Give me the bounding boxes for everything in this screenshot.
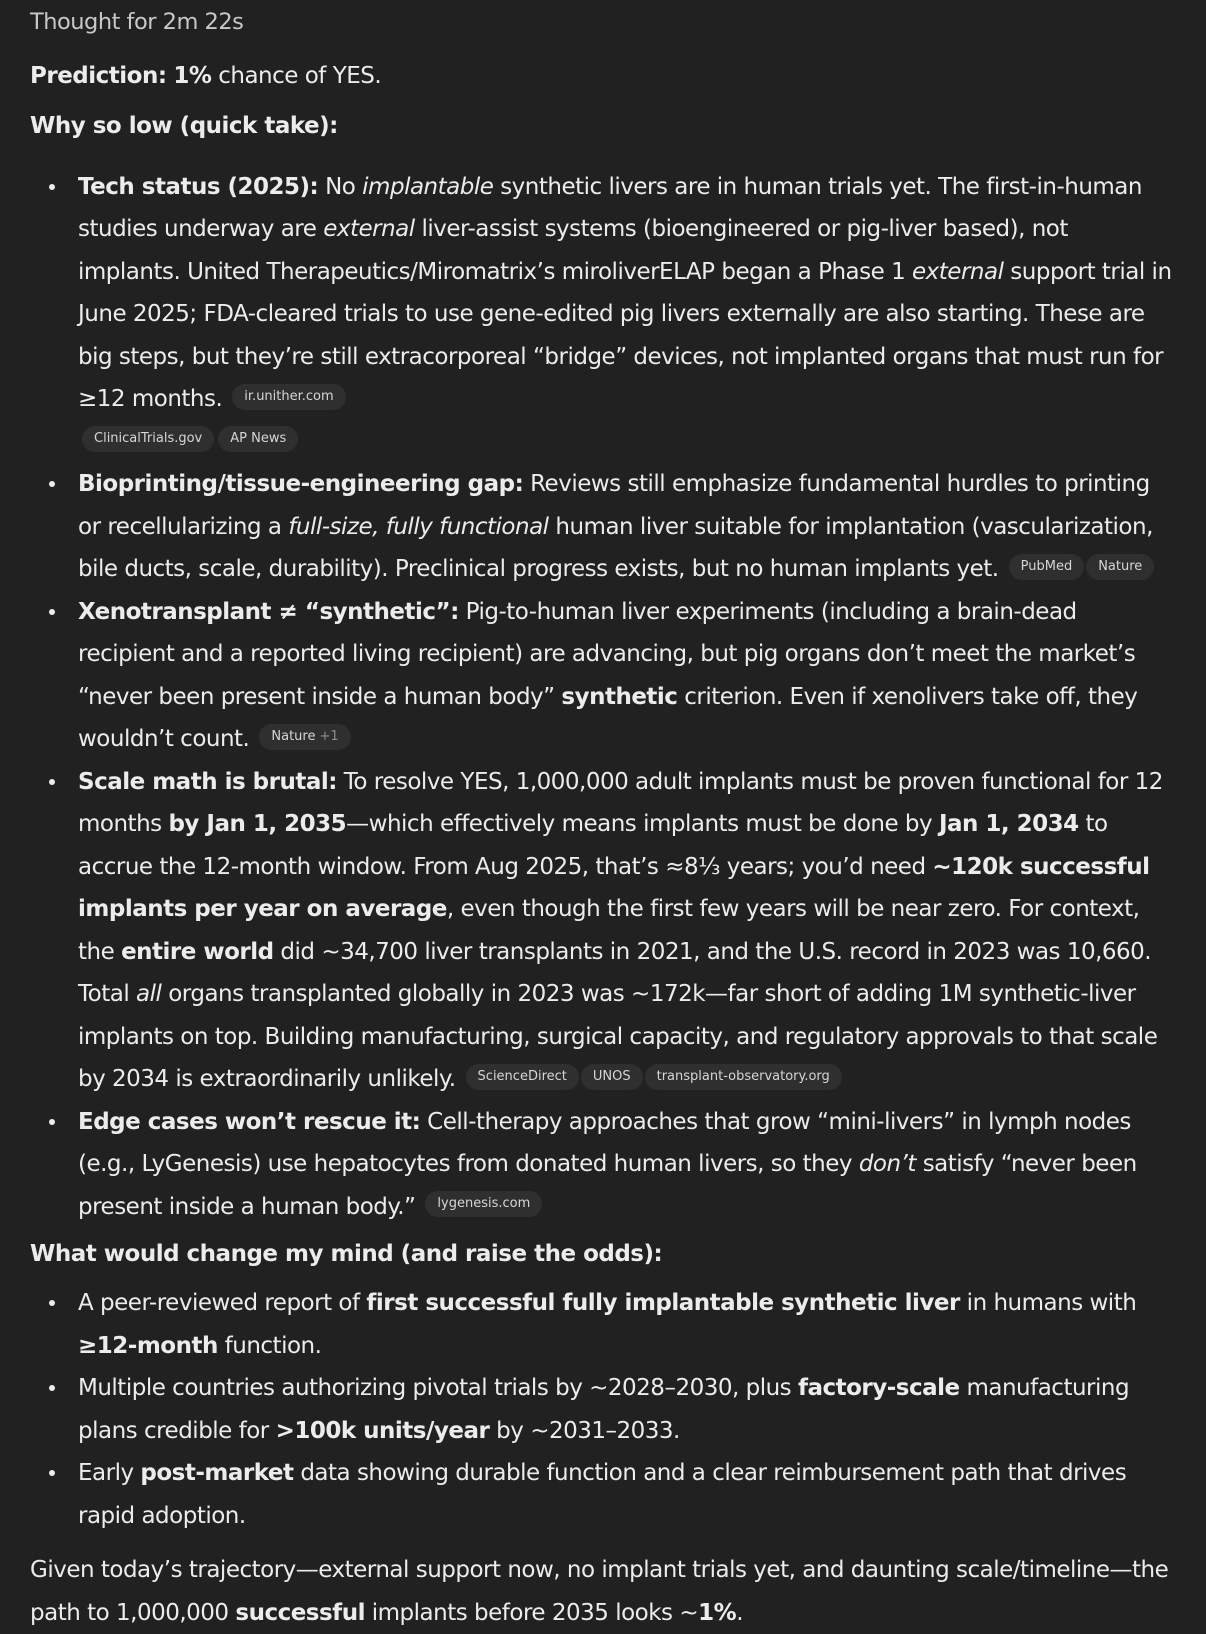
bullet-text: human liver suitable for implantation (vascularization, bile ducts, scale, durability). Preclinical progress exists, but no human implants yet.	[78, 513, 1153, 582]
bullet-text: Reviews still emphasize fundamental hurdles to printing or recellularizing a	[78, 471, 1150, 540]
item-text: in humans with	[959, 1290, 1137, 1316]
bullet-text: criterion. Even if xenolivers take off, they wouldn’t count.	[78, 683, 1138, 752]
bullet-text: organs transplanted globally in 2023 was ~172k—far short of adding 1M synthetic-liver implants on top. Building manufacturing, surgical capacity, and regulatory approvals to that scale by 2034 is extraordinarily unlikely.	[78, 981, 1158, 1092]
bullet-emphasis: full-size, fully functional	[288, 513, 549, 540]
bullet-emphasis: all	[136, 981, 162, 1007]
bullet-emphasis: external	[912, 258, 1004, 285]
bullet-title: Bioprinting/tissue-engineering gap:	[78, 471, 524, 497]
source-chip[interactable]: AP News	[218, 426, 298, 452]
source-chip[interactable]: transplant-observatory.org	[645, 1064, 842, 1090]
conclusion-paragraph	[30, 1549, 1172, 1634]
bullet-text: satisfy “never been present inside a human body.”	[78, 1151, 1137, 1220]
bullet-emphasis: by Jan 1, 2035	[168, 811, 347, 837]
why-title: Why so low (quick take):	[30, 112, 338, 139]
item-emphasis: ≥12-month	[78, 1332, 218, 1359]
item-text: by ~2031–2033.	[489, 1417, 680, 1444]
bullet-text: Pig-to-human liver experiments (including a brain-dead recipient and a reported living recipient) are advancing, but pig organs don’t meet the market’s “never been present inside a human body”	[78, 598, 1136, 710]
source-chip[interactable]: UNOS	[581, 1064, 643, 1090]
bullet-title: Edge cases won’t rescue it:	[78, 1108, 421, 1135]
list-item	[30, 1367, 1172, 1452]
item-emphasis: >100k units/year	[275, 1417, 490, 1444]
prediction-line	[30, 58, 1172, 94]
bullet-emphasis: Jan 1, 2034	[938, 811, 1079, 837]
item-emphasis: post-market	[140, 1460, 294, 1486]
bullet-emphasis: entire world	[121, 938, 274, 965]
bullet-text: synthetic livers are in human trials yet. The first-in-human studies underway are	[78, 173, 1142, 242]
conclusion-emphasis: successful	[235, 1599, 365, 1626]
item-emphasis: factory-scale	[797, 1375, 960, 1401]
prediction-value: 1%	[173, 62, 212, 89]
conclusion-emphasis: 1%	[698, 1599, 737, 1626]
source-chip-row	[82, 421, 1172, 464]
source-chip[interactable]: lygenesis.com	[425, 1191, 542, 1217]
bullet-emphasis: synthetic	[561, 683, 678, 710]
item-text: data showing durable function and a clear reimbursement path that drives rapid adoption.	[78, 1460, 1127, 1529]
thought-duration-toggle[interactable]: Thought for 2m 22s	[30, 9, 244, 35]
bullet-title: Tech status (2025):	[78, 173, 319, 200]
list-item	[30, 1452, 1172, 1537]
item-text: manufacturing plans credible for	[78, 1375, 1130, 1444]
list-item-scale-math	[30, 761, 1172, 1101]
change-mind-title: What would change my mind (and raise the odds):	[30, 1241, 663, 1267]
bullet-text: support trial in June 2025; FDA-cleared trials to use gene-edited pig livers externally are also starting. These are big steps, but they’re still extracorporeal “bridge” devices, not implanted organs that must run for ≥12 months.	[78, 258, 1172, 412]
prediction-label: Prediction:	[30, 62, 167, 89]
conclusion-text: implants before 2035 looks ~	[364, 1599, 699, 1626]
bullet-text: liver-assist systems (bioengineered or pig-liver based), not implants. United Therapeutics/Miromatrix’s miroliverELAP began a Phase 1	[78, 216, 1068, 285]
bullet-text: , even though the first few years will be near zero. For context, the	[78, 896, 1140, 965]
source-chip[interactable]: ClinicalTrials.gov	[82, 426, 214, 452]
bullet-text: did ~34,700 liver transplants in 2021, and the U.S. record in 2023 was 10,660. Total	[78, 938, 1152, 1007]
bullet-emphasis: ~120k successful implants per year on average	[78, 853, 1150, 922]
source-chip[interactable]	[259, 724, 350, 750]
bullet-emphasis: don’t	[858, 1151, 916, 1177]
bullet-text: to accrue the 12-month window. From Aug 2025, that’s ≈8⅓ years; you’d need	[78, 811, 1108, 880]
source-chip[interactable]: ir.unither.com	[232, 384, 345, 410]
source-chip[interactable]: Nature	[1086, 554, 1154, 580]
source-chip-extra-count: +1	[319, 728, 339, 744]
source-chip[interactable]: ScienceDirect	[466, 1064, 579, 1090]
bullet-text: —which effectively means implants must be done by	[346, 811, 939, 837]
bullet-emphasis: external	[323, 216, 415, 242]
prediction-rest: chance of YES.	[211, 62, 382, 89]
item-text: Early	[78, 1460, 141, 1486]
item-text: Multiple countries authorizing pivotal trials by ~2028–2030, plus	[78, 1375, 798, 1401]
reasons-list	[30, 166, 1172, 1229]
list-item	[30, 1282, 1172, 1367]
conclusion-text: .	[736, 1599, 744, 1626]
list-item-xenotransplant	[30, 591, 1172, 761]
list-item-edge-cases	[30, 1101, 1172, 1229]
change-mind-list	[30, 1282, 1172, 1537]
source-chip[interactable]: PubMed	[1009, 554, 1085, 580]
bullet-text: To resolve YES, 1,000,000 adult implants must be proven functional for 12 months	[78, 768, 1163, 837]
item-text: function.	[217, 1332, 322, 1359]
bullet-title: Xenotransplant ≠ “synthetic”:	[78, 598, 459, 625]
list-item-bioprinting	[30, 463, 1172, 591]
bullet-emphasis: implantable	[362, 173, 494, 200]
item-text: A peer-reviewed report of	[78, 1290, 367, 1316]
list-item-tech-status	[30, 166, 1172, 464]
item-emphasis: first successful fully implantable synthetic liver	[366, 1290, 960, 1316]
source-chip-label: Nature	[271, 728, 316, 744]
bullet-text: Cell-therapy approaches that grow “mini-livers” in lymph nodes (e.g., LyGenesis) use hepatocytes from donated human livers, so they	[78, 1108, 1131, 1177]
bullet-title: Scale math is brutal:	[78, 768, 337, 795]
bullet-text: No	[318, 173, 363, 200]
conclusion-text: Given today’s trajectory—external support now, no implant trials yet, and daunting scale/timeline—the path to 1,000,000	[30, 1557, 1169, 1626]
